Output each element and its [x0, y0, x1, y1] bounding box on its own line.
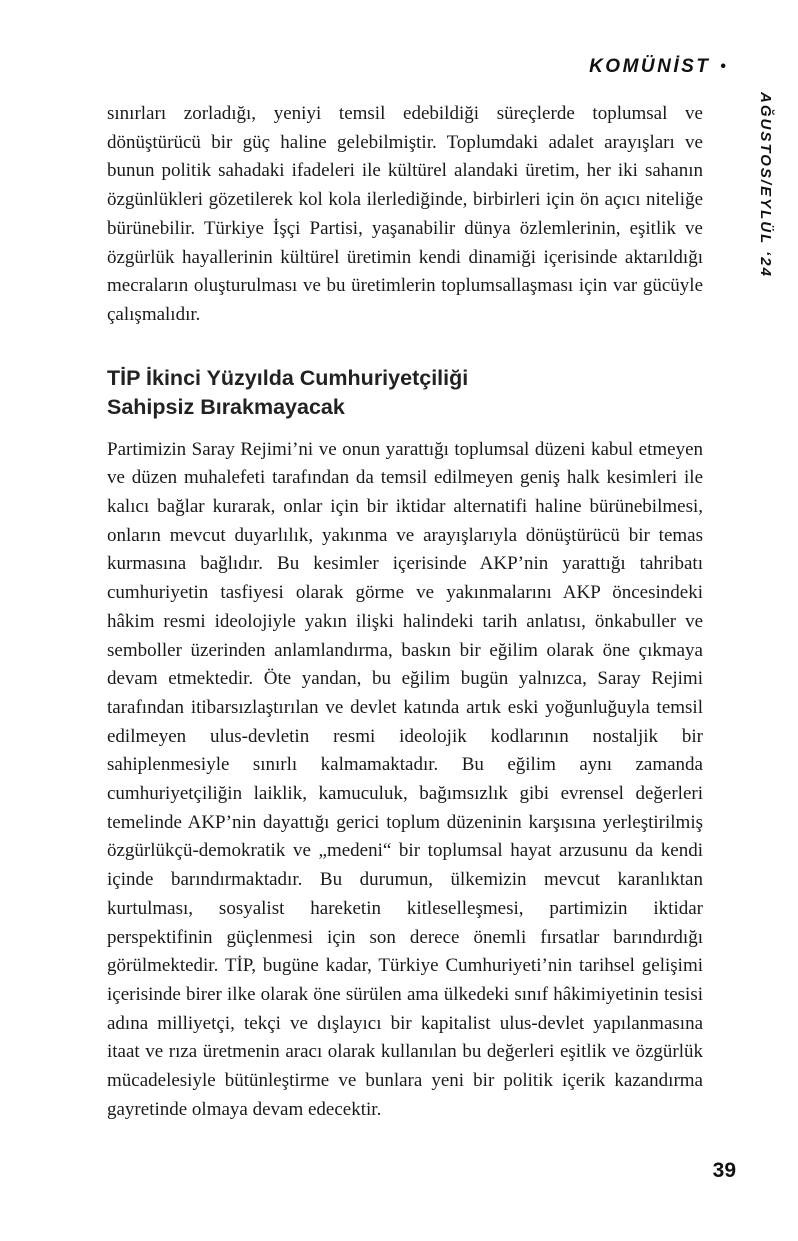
page-number: 39 [712, 1159, 736, 1182]
main-text-column [107, 100, 703, 1125]
main-paragraph: Partimizin Saray Rejimi’ni ve onun yarattığı toplumsal düzeni kabul etmeyen ve düzen muhalefeti tarafından da temsil edilmeyen geniş halk kesimleri ile kalıcı bağlar kurarak, onlar için bir iktidar alternatifi haline bürünebilmesi, onların mevcut duyarlılık, yakınma ve arayışlarıyla dönüştürücü bir temas kurmasına bağlıdır. Bu kesimler içerisinde AKP’nin yarattığı tahribatı cumhuriyetin tasfiyesi olarak görme ve yakınmalarını AKP öncesindeki hâkim resmi ideolojiyle yakın ilişki halindeki tarih anlatısı, önkabuller ve semboller üzerinden anlamlandırma, baskın bir eğilim olarak öne çıkmaya devam etmektedir. Öte yandan, bu eğilim bugün yalnızca, Saray Rejimi tarafından itibarsızlaştırılan ve devlet katında artık eski yoğunluğuyla temsil edilmeyen ulus-devletin resmi ideolojik kodlarının nostaljik bir sahiplenmesiyle sınırlı kalmamaktadır. Bu eğilim aynı zamanda cumhuriyetçiliğin laiklik, kamuculuk, bağımsızlık gibi evrensel değerleri temelinde AKP’nin dayattığı gerici toplum düzeninin karşısına yerleştirilmiş özgürlükçü-demokratik ve „medeni“ bir toplumsal hayat arzusunu da kendi içinde barındırmaktadır. Bu durumun, ülkemizin mevcut karanlıktan kurtulması, sosyalist hareketin kitleselleşmesi, partimizin iktidar perspektifinin güçlenmesi için son derece önemli fırsatlar barındırdığı görülmektedir. TİP, bugüne kadar, Türkiye Cumhuriyeti’nin tarihsel gelişimi içerisinde birer ilke olarak öne sürülen ama ülkedeki sınıf hâkimiyetinin tesisi adına milliyetçi, tekçi ve dışlayıcı bir kapitalist ulus-devlet yapılanmasına itaat ve rıza üretmenin aracı olarak kullanılan bu değerleri eşitlik ve özgürlük mücadelesiyle bütünleştirme ve bunlara yeni bir politik içerik kazandırma gayretinde olmaya devam edecektir. [107, 438, 703, 1120]
running-header [589, 56, 726, 78]
intro-paragraph: sınırları zorladığı, yeniyi temsil edebildiği süreçlerde toplumsal ve dönüştürücü bir güç haline gelebilmiştir. Toplumdaki adalet arayışları ve bunun politik sahadaki ifadeleri ile kültürel alandaki üretim, her iki sahanın özgünlükleri gözetilerek kol kola ilerlediğinde, birbirleri için ön açıcı niteliğe bürünebilir. Türkiye İşçi Partisi, yaşanabilir dünya özlemlerinin, eşitlik ve özgürlük hayallerinin kültürel üretimin kendi dinamiği içerisinde aktarıldığı mecraların oluşturulması ve bu üretimlerin toplumsallaşması için var gücüyle çalışmalıdır. [107, 103, 703, 325]
issue-date-vertical-label: AĞUSTOS/EYLÜL ‘24 [757, 92, 774, 278]
section-heading: TİP İkinci Yüzyılda Cumhuriyetçiliği Sahipsiz Bırakmayacak [107, 365, 469, 419]
magazine-title: KOMÜNİST [589, 56, 711, 77]
header-bullet-icon: • [720, 58, 726, 75]
